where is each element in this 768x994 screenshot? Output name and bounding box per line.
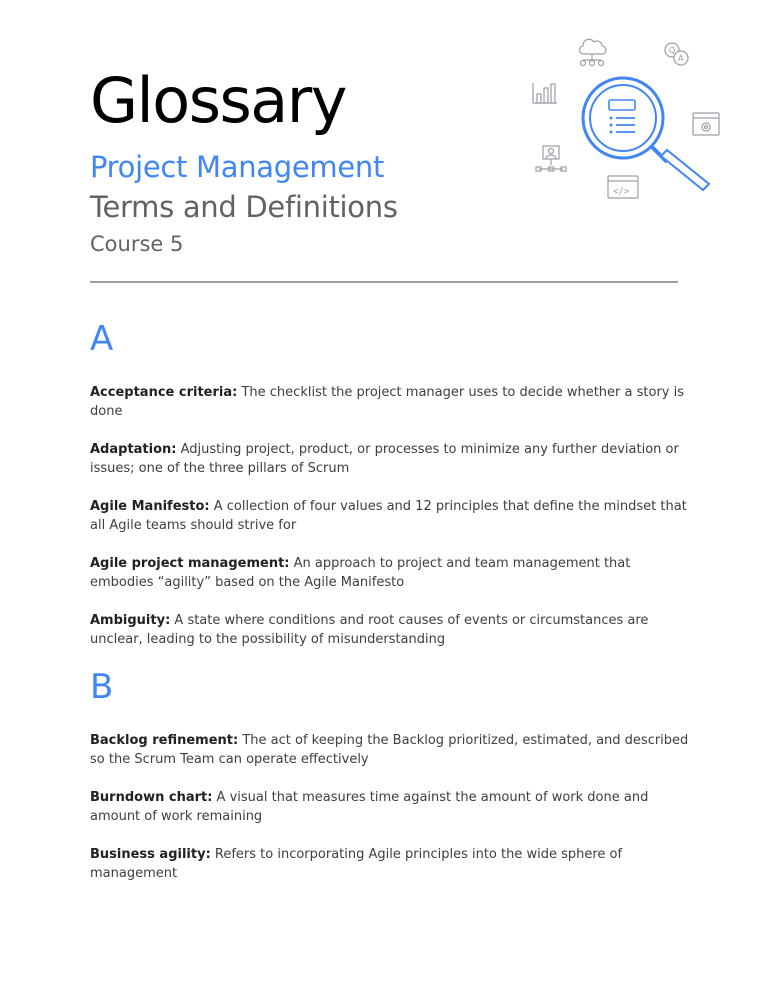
glossary-definition: The act of keeping the Backlog prioritized, estimated, and described so the Scrum Team can operate effectively bbox=[90, 733, 689, 767]
page-subtitle-secondary: Terms and Definitions bbox=[90, 190, 398, 224]
glossary-entry bbox=[90, 731, 690, 769]
section-b bbox=[90, 667, 690, 902]
glossary-entry bbox=[90, 788, 690, 826]
glossary-term: Business agility: bbox=[90, 847, 211, 862]
glossary-entry bbox=[90, 845, 690, 883]
glossary-term: Agile project management: bbox=[90, 556, 290, 571]
glossary-term: Agile Manifesto: bbox=[90, 499, 210, 514]
bar-chart-icon bbox=[533, 83, 557, 103]
glossary-entry bbox=[90, 611, 690, 649]
code-window-icon bbox=[608, 176, 638, 198]
glossary-term: Backlog refinement: bbox=[90, 733, 239, 748]
page-subtitle: Project Management bbox=[90, 150, 385, 184]
glossary-entry bbox=[90, 554, 690, 592]
glossary-illustration bbox=[525, 28, 725, 203]
glossary-definition: A collection of four values and 12 principles that define the mindset that all Agile teams should strive for bbox=[90, 499, 687, 533]
glossary-definition: A visual that measures time against the amount of work done and amount of work remaining bbox=[90, 790, 649, 824]
code-label: </> bbox=[613, 187, 630, 197]
glossary-term: Adaptation: bbox=[90, 442, 177, 457]
glossary-entry bbox=[90, 383, 690, 421]
settings-window-icon bbox=[693, 113, 719, 135]
qa-q-label: Q bbox=[669, 46, 676, 55]
glossary-definition: A state where conditions and root causes of events or circumstances are unclear, leading to the possibility of misunderstanding bbox=[90, 613, 649, 647]
magnifying-glass-icon bbox=[583, 78, 709, 190]
qa-a-label: A bbox=[678, 54, 684, 63]
glossary-definition: Adjusting project, product, or processes to minimize any further deviation or issues; one of the three pillars of Scrum bbox=[90, 442, 679, 476]
cloud-network-icon bbox=[579, 39, 606, 65]
glossary-definition: An approach to project and team management that embodies “agility” based on the Agile Manifesto bbox=[90, 556, 631, 590]
section-letter: B bbox=[90, 667, 114, 707]
glossary-definition: Refers to incorporating Agile principles into the wide sphere of management bbox=[90, 847, 623, 881]
glossary-definition: The checklist the project manager uses to decide whether a story is done bbox=[90, 385, 685, 419]
glossary-term: Burndown chart: bbox=[90, 790, 213, 805]
glossary-term: Acceptance criteria: bbox=[90, 385, 238, 400]
header-divider bbox=[90, 281, 678, 283]
section-letter: A bbox=[90, 319, 114, 359]
page-title: Glossary bbox=[90, 64, 346, 137]
section-a bbox=[90, 319, 690, 668]
person-org-chart-icon bbox=[536, 146, 566, 171]
course-label: Course 5 bbox=[90, 232, 184, 256]
glossary-term: Ambiguity: bbox=[90, 613, 171, 628]
qa-chat-icon bbox=[665, 43, 688, 65]
glossary-entry bbox=[90, 497, 690, 535]
glossary-entry bbox=[90, 440, 690, 478]
